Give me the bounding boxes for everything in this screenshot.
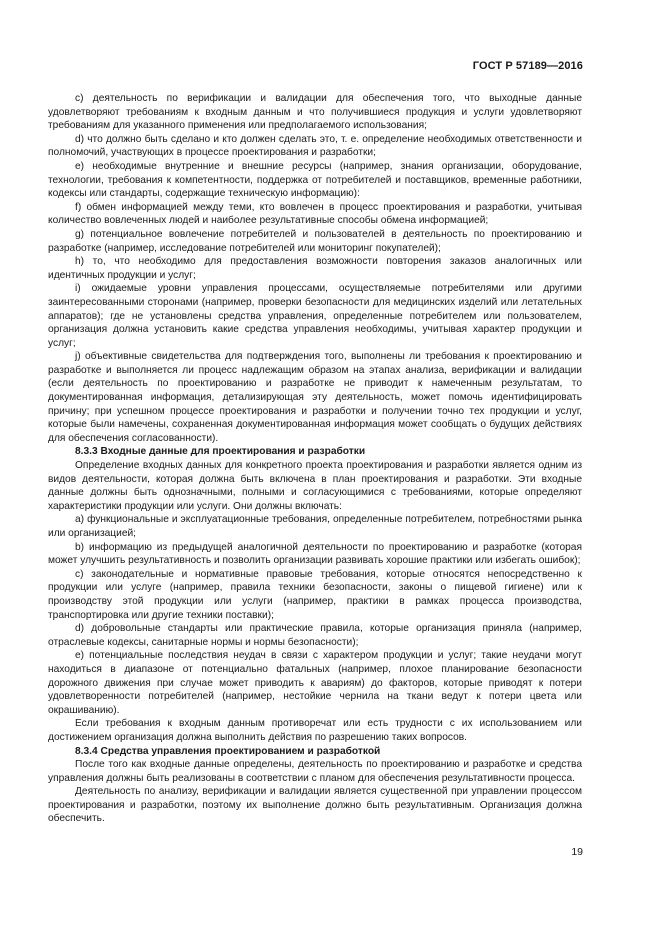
list-item-e: e) потенциальные последствия неудач в связи с характером продукции и услуг; такие неудачи могут находиться в диапазоне от потенциально фатальных (например, плохое планирование безопасности дорожного движения при случае может приводить к авариям) до факторов, которые приводят к потери удовлетворенности потребителей (например, нестойкие чернила на ткани ведут к потери цвета или окрашиванию). [48,650,582,716]
body-paragraph: Если требования к входным данным противоречат или есть трудности с их использованием или достижением организация должна выполнить действия по разрешению таких вопросов. [48,718,582,743]
list-item-h: h) то, что необходимо для предоставления возможности повторения заказов аналогичных или идентичных продукции и услуг; [48,256,582,281]
body-paragraph: Деятельность по анализу, верификации и валидации является существенной при управлении процессом проектирования и разработки, поэтому их выполнение должно быть результативным. Организация должна обеспечить. [48,786,582,825]
list-item-b: b) информацию из предыдущей аналогичной деятельности по проектированию и разработке (которая может улучшить результативность и позволить организации развивать хорошие практики или избегать ошибок); [48,541,582,567]
document-standard-number: ГОСТ Р 57189—2016 [472,60,583,72]
list-item-e: e) необходимые внутренние и внешние ресурсы (например, знания организации, оборудование, технологии, требования к компетентности, поддержка от потребителей и поставщиков, временные работники, кодексы или стандарты, содержащие техническую информацию): [48,160,582,200]
list-item-c: c) законодательные и нормативные правовые требования, которые относятся непосредственно к продукции или услуге (например, правила техники безопасности, законы о пищевой гигиене) или к производству этой продукции или услуги (например, практики в рамках процесса производства, транспортировка или другие техники поставки); [48,568,582,621]
body-paragraph: Определение входных данных для конкретного проекта проектирования и разработки является одним из видов деятельности, которая должна быть включена в план проектирования и разработки. Эти входные данные должны быть однозначными, полными и согласующимися с требованиями, которые определяют характеристики продукции или услуги. Они должны включать: [48,460,582,512]
section-heading-8-3-4: 8.3.4 Средства управления проектированием и разработкой [75,745,381,757]
page-number: 19 [571,846,583,858]
list-item-d: d) добровольные стандарты или практические правила, которые организация приняла (например, отраслевые кодексы, санитарные нормы и нормы безопасности); [48,623,582,648]
list-item-d: d) что должно быть сделано и кто должен сделать это, т. е. определение необходимых ответственности и полномочий, участвующих в процессе проектирования и разработки; [48,133,582,159]
section-heading-8-3-3: 8.3.3 Входные данные для проектирования и разработки [75,446,366,458]
body-paragraph: После того как входные данные определены, деятельность по проектированию и разработке и средства управления должны быть реализованы в соответствии с планом для обеспечения результативности процесса. [48,759,582,784]
list-item-a: a) функциональные и эксплуатационные требования, определенные потребителем, потребностями рынка или организацией; [48,514,582,539]
list-item-i: i) ожидаемые уровни управления процессами, осуществляемые потребителями или другими заинтересованными сторонами (например, проверки безопасности для медицинских изделий или летательных аппаратов); где не установлены средства управления, определенные потребителем или пользователем, организация должна установить какие средства управления необходимы, учитывая характер продукции и услуг; [48,283,582,349]
list-item-c: c) деятельность по верификации и валидации для обеспечения того, что выходные данные удовлетворяют требованиям к входным данным и что получившиеся продукция и услуги удовлетворяют требованиям для указанного применения или предполагаемого использования; [48,93,582,132]
list-item-g: g) потенциальное вовлечение потребителей и пользователей в деятельность по проектированию и разработке (например, исследование потребителей или мониторинг покупателей); [48,228,582,254]
list-item-f: f) обмен информацией между теми, кто вовлечен в процесс проектирования и разработки, учитывая количество вовлеченных людей и наиболее результативные способы обмена информацией; [48,201,582,227]
list-item-j: j) объективные свидетельства для подтверждения того, выполнены ли требования к проектированию и разработке и выполняется ли процесс надлежащим образом на этапах анализа, верификации и валидации (если деятельность по проектированию и разработке не приводит к намеченным результатам, то документированная информация, детализирующая эту деятельность, может помочь идентифицировать причину; при успешном процессе проектирования и разработки и получении точно тех продукции и услуг, которые были намечены, сохраненная документированная информация может сообщать о будущих действиях для обеспечения согласованности). [48,351,582,444]
document-body [48,92,582,826]
